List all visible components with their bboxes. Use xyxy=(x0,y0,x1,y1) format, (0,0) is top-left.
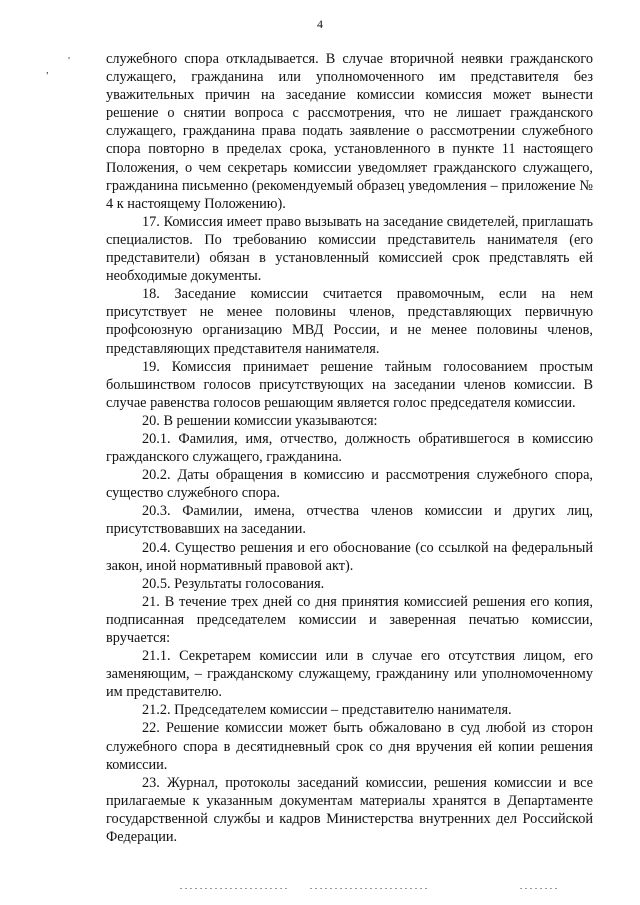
page-number: 4 xyxy=(317,17,323,31)
paragraph-18: 18. Заседание комиссии считается правомочным, если на нем присутствует не менее половины членов, представляющих первичную профсоюзную организацию МВД России, и не менее половины членов, представляющих представителя нанимателя. xyxy=(106,286,593,357)
paragraph-20-2: 20.2. Даты обращения в комиссию и рассмотрения служебного спора, существо служебного спора. xyxy=(106,467,593,502)
paragraph-23: 23. Журнал, протоколы заседаний комиссии, решения комиссии и все прилагаемые к указанным документам материалы хранятся в Департаменте государственной службы и кадров Министерства внутренних дел Российской Федерации. xyxy=(106,774,593,846)
paragraph-20-1: 20.1. Фамилия, имя, отчество, должность обратившегося в комиссию гражданского служащего, гражданина. xyxy=(106,430,593,466)
scan-speck xyxy=(520,888,560,889)
paragraph-19: 19. Комиссия принимает решение тайным голосованием простым большинством голосов присутствующих на заседании членов комиссии. В случае равенства голосов решающим является голос председателя комиссии. xyxy=(106,358,593,411)
paragraph-21-1: 21.1. Секретарем комиссии или в случае его отсутствия лицом, его заменяющим, – гражданскому служащему, гражданину или уполномоченному им представителю. xyxy=(106,648,593,701)
margin-speck: ' xyxy=(68,55,70,67)
scan-speck xyxy=(180,888,290,889)
paragraph-21-2: 21.2. Председателем комиссии – представителю нанимателя. xyxy=(142,702,512,719)
paragraph-20-3: 20.3. Фамилии, имена, отчества членов комиссии и других лиц, присутствовавших на заседании. xyxy=(106,503,593,538)
paragraph-22: 22. Решение комиссии может быть обжаловано в суд любой из сторон служебного спора в десятидневный срок со дня вручения ей копии решения комиссии. xyxy=(106,720,593,773)
document-body xyxy=(106,50,593,846)
paragraph-20-5: 20.5. Результаты голосования. xyxy=(142,575,325,592)
paragraph-17: 17. Комиссия имеет право вызывать на заседание свидетелей, приглашать специалистов. По требованию комиссии представитель нанимателя (его представители) обязан в установленный комиссией срок представлять ей необходимые документы. xyxy=(106,213,593,285)
paragraph-20-4: 20.4. Существо решения и его обоснование (со ссылкой на федеральный закон, иной нормативный правовой акт). xyxy=(106,539,593,574)
paragraph-16-continuation: служебного спора откладывается. В случае вторичной неявки гражданского служащего, гражданина или уполномоченного им представителя без уважительных причин на заседание комиссии комиссия может вынести решение о снятии вопроса с рассмотрения, что не лишает гражданского служащего, гражданина права подать заявление о рассмотрении служебного спора повторно в пределах срока, установленного в пункте 11 настоящего Положения, о чем секретарь комиссии уведомляет гражданского служащего, гражданина письменно (рекомендуемый образец уведомления – приложение № 4 к настоящему Положению). xyxy=(106,51,593,212)
scan-speck xyxy=(310,888,430,889)
paragraph-21: 21. В течение трех дней со дня принятия комиссией решения его копия, подписанная председателем комиссии и заверенная печатью комиссии, вручается: xyxy=(106,593,593,646)
paragraph-20: 20. В решении комиссии указываются: xyxy=(142,412,378,429)
scan-artifacts xyxy=(0,888,640,891)
margin-speck: , xyxy=(46,64,49,76)
